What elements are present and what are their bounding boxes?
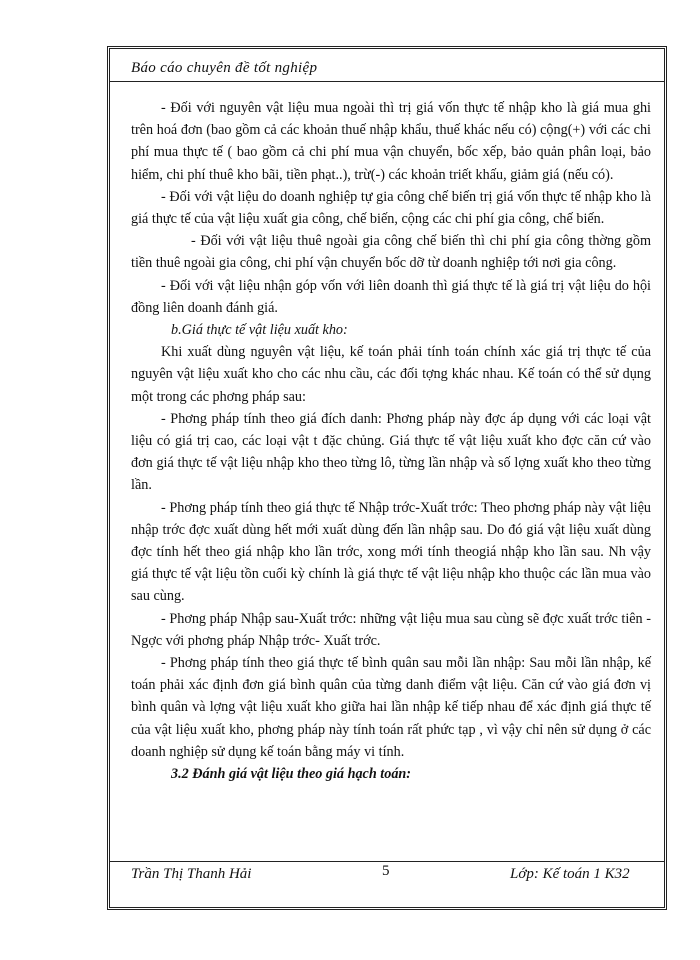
- paragraph-fifo: - Phơng pháp tính theo giá thực tế Nhập trớc-Xuất trớc: Theo phơng pháp này vật liệu nhập trớc đợc xuất dùng hết mới xuất dùng đến lần nhập sau. Do đó giá vật liệu xuất dùng đợc tính hết theo giá nhập kho lần trớc, xong mới tính theogiá nhập kho lần sau. Nh vậy giá thực tế vật liệu tồn cuối kỳ chính là giá thực tế vật liệu nhập kho thuộc các lần mua vào sau cùng.: [131, 499, 651, 605]
- header-rule: [110, 81, 664, 82]
- document-body: [131, 97, 651, 785]
- section-heading-3-2: 3.2 Đánh giá vật liệu theo giá hạch toán:: [171, 766, 412, 783]
- paragraph-lifo: - Phơng pháp Nhập sau-Xuất trớc: những vật liệu mua sau cùng sẽ đợc xuất trớc tiên - Ngợc với phơng pháp Nhập trớc- Xuất trớc.: [131, 610, 651, 649]
- footer-author: Trần Thị Thanh Hải: [131, 866, 252, 882]
- footer-rule: [110, 861, 664, 862]
- section-heading-b: b.Giá thực tế vật liệu xuất kho:: [171, 322, 348, 339]
- page-number: 5: [382, 863, 390, 879]
- paragraph-specific-identification: - Phơng pháp tính theo giá đích danh: Phơng pháp này đợc áp dụng với các loại vật liệu có giá trị cao, các loại vật t đặc chủng. Giá thực tế vật liệu xuất kho đợc căn cứ vào đơn giá thực tế vật liệu nhập kho theo từng lô, từng lần nhập và số lợng xuất kho theo từng lần.: [131, 410, 651, 494]
- paragraph-purchased-materials: - Đối với nguyên vật liệu mua ngoài thì trị giá vốn thực tế nhập kho là giá mua ghi trên hoá đơn (bao gồm cả các khoản thuế nhập khẩu, thuế khác nếu có) cộng(+) với các chi phí mua thực tế ( bao gồm cả chi phí mua vận chuyển, bốc xếp, bảo quản phân loại, bảo hiểm, chi phí thuê kho bãi, tiền phạt..), trừ(-) các khoản triết khấu, giảm giá (nếu có).: [131, 100, 651, 183]
- paragraph-joint-venture: - Đối với vật liệu nhận góp vốn với liên doanh thì giá thực tế là giá trị vật liệu do hội đồng liên doanh đánh giá.: [131, 277, 651, 316]
- paragraph-issue-intro: Khi xuất dùng nguyên vật liệu, kế toán phải tính toán chính xác giá trị thực tế của nguyên vật liệu xuất kho cho các nhu cầu, các đối tợng khác nhau. Kế toán có thể sử dụng một trong các phơng pháp sau:: [131, 344, 651, 405]
- paragraph-self-processed: - Đối với vật liệu do doanh nghiệp tự gia công chế biến trị giá vốn thực tế nhập kho là giá thực tế của vật liệu xuất gia công, chế biến, cộng các chi phí gia công, chế biến.: [131, 188, 651, 228]
- footer-class-label: Lớp: Kế toán 1 K32: [510, 866, 630, 882]
- paragraph-outsourced-processing: - Đối với vật liệu thuê ngoài gia công chế biến thì chi phí gia công thờng gồm tiền thuê ngoài gia công, chi phí vận chuyển bốc dỡ từ doanh nghiệp tới nơi gia công.: [131, 233, 651, 272]
- header-title: Báo cáo chuyên đề tốt nghiệp: [131, 60, 318, 76]
- paragraph-moving-average: - Phơng pháp tính theo giá thực tế bình quân sau mỗi lần nhập: Sau mỗi lần nhập, kế toán phải xác định đơn giá bình quân của từng danh điểm vật liệu. Căn cứ vào giá đơn vị bình quân và lợng vật liệu xuất kho giữa hai lần nhập kế tiếp nhau để xác định giá thực tế của vật liệu xuất kho, phơng pháp này tính toán rất phức tạp , vì vậy chỉ nên sử dụng ở các doanh nghiệp sử dụng kế toán bằng máy vi tính.: [131, 655, 651, 760]
